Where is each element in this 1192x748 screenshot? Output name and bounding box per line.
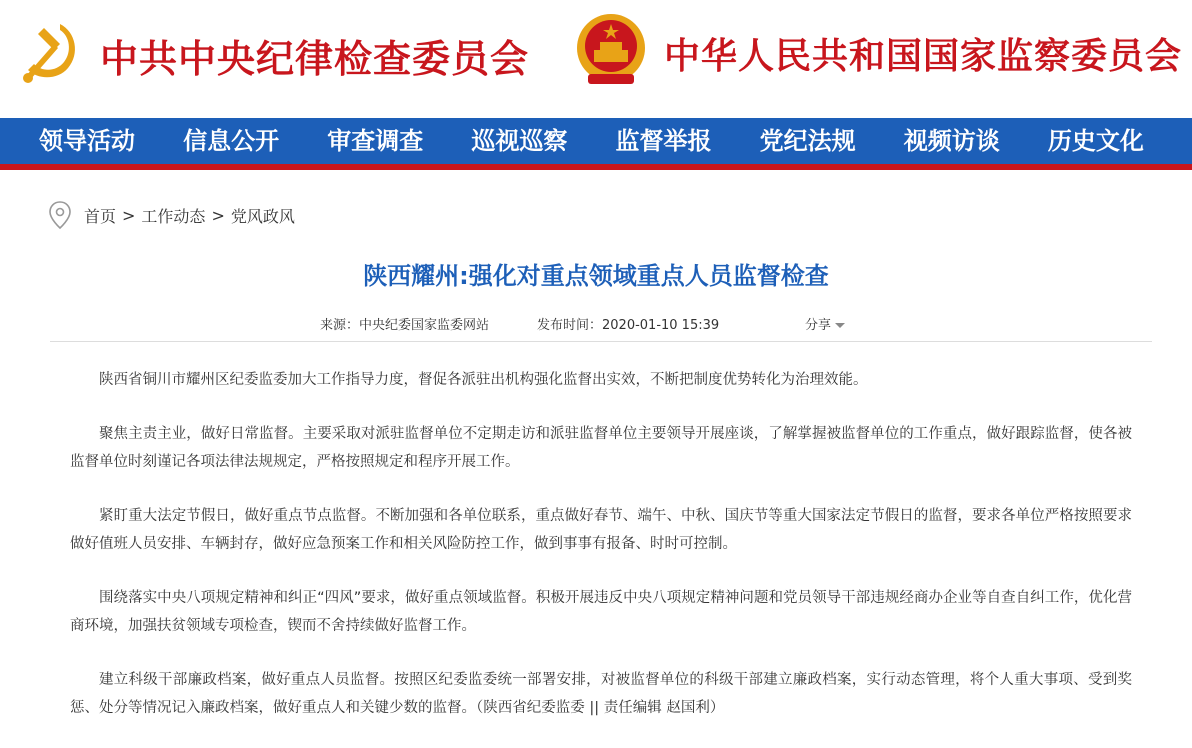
article-publish-time: 发布时间：2020-01-10 15:39 — [537, 318, 720, 333]
chevron-down-icon — [835, 323, 845, 328]
site-header — [0, 0, 1192, 118]
divider — [50, 341, 1152, 342]
nav-item-inspection[interactable]: 巡视巡察 — [471, 126, 568, 155]
nav-item-disclosure[interactable]: 信息公开 — [183, 126, 280, 155]
article-paragraph: 聚焦主责主业，做好日常监督。主要采取对派驻监督单位不定期走访和派驻监督单位主要领导开展座谈，了解掌握被监督单位的工作重点，做好跟踪监督，使各被监督单位时刻谨记各项法律法规规定，严格按照规定和程序开展工作。 — [70, 426, 1132, 470]
article-paragraph: 建立科级干部廉政档案，做好重点人员监督。按照区纪委监委统一部署安排，对被监督单位的科级干部建立廉政档案，实行动态管理，将个人重大事项、受到奖惩、处分等情况记入廉政档案，做好重点人和关键少数的监督。（陕西省纪委监委 || 责任编辑 赵国利） — [70, 672, 1132, 716]
nav-item-investigation[interactable]: 审查调查 — [327, 126, 424, 155]
breadcrumb-party-conduct[interactable]: 党风政风 — [230, 206, 295, 226]
share-label: 分享 — [805, 318, 832, 333]
main-nav — [0, 118, 1192, 170]
state-title: 中华人民共和国国家监察委员会 — [664, 35, 1183, 77]
breadcrumb-home[interactable]: 首页 — [84, 206, 117, 226]
breadcrumb-separator: > — [122, 205, 136, 225]
hammer-sickle-emblem-icon — [14, 14, 86, 86]
breadcrumb-work-news[interactable]: 工作动态 — [141, 206, 206, 226]
nav-item-leadership[interactable]: 领导活动 — [39, 126, 135, 155]
share-button[interactable] — [805, 314, 845, 333]
party-title: 中共中央纪律检查委员会 — [100, 36, 530, 81]
location-pin-icon — [48, 200, 72, 230]
nav-item-video[interactable]: 视频访谈 — [903, 126, 1000, 155]
article-title: 陕西耀州:强化对重点领域重点人员监督检查 — [363, 262, 829, 290]
nav-item-regulations[interactable]: 党纪法规 — [759, 126, 856, 155]
article-paragraph: 紧盯重大法定节假日，做好重点节点监督。不断加强和各单位联系，重点做好春节、端午、中秋、国庆节等重大国家法定节假日的监督，要求各单位严格按照要求做好值班人员安排、车辆封存，做好应急预案工作和相关风险防控工作，做到事事有报备、时时可控制。 — [70, 508, 1132, 552]
nav-item-history[interactable]: 历史文化 — [1047, 126, 1144, 155]
article-paragraph: 围绕落实中央八项规定精神和纠正“四风”要求，做好重点领域监督。积极开展违反中央八项规定精神问题和党员领导干部违规经商办企业等自查自纠工作，优化营商环境，加强扶贫领域专项检查，锲而不舍持续做好监督工作。 — [70, 590, 1132, 634]
breadcrumb-separator: > — [211, 205, 225, 225]
nav-item-report[interactable]: 监督举报 — [615, 126, 712, 155]
article-paragraph: 陕西省铜川市耀州区纪委监委加大工作指导力度，督促各派驻出机构强化监督出实效，不断把制度优势转化为治理效能。 — [99, 372, 868, 388]
article-source: 来源：中央纪委国家监委网站 — [320, 318, 490, 333]
article-body — [70, 366, 1132, 748]
national-emblem-icon — [574, 12, 648, 88]
breadcrumb — [48, 200, 295, 230]
